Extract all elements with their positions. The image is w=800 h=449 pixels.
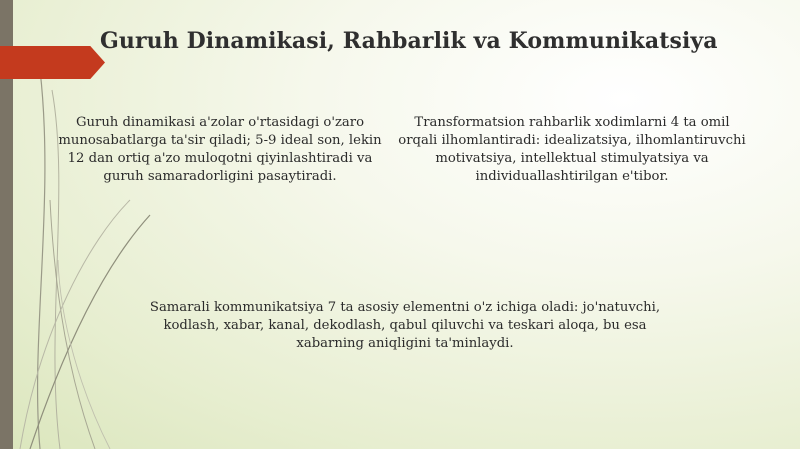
paragraph-leadership: Transformatsion rahbarlik xodimlarni 4 ta omil orqali ilhomlantiradi: idealizatsiya, ilhomlantiruvchi motivatsiya, intellektual stimulyatsiya va individuallashtirilgan e'tibor.: [398, 115, 746, 184]
paragraph-communication: Samarali kommunikatsiya 7 ta asosiy elementni o'z ichiga oladi: jo'natuvchi, kodlash, xabar, kanal, dekodlash, qabul qiluvchi va teskari aloqa, bu esa xabarning aniqligini ta'minlaydi.: [149, 300, 661, 351]
title-arrow-decoration: [0, 46, 105, 79]
paragraph-group-dynamics: Guruh dinamikasi a'zolar o'rtasidagi o'zaro munosabatlarga ta'sir qiladi; 5-9 ideal son, lekin 12 dan ortiq a'zo muloqotni qiyinlashtiradi va guruh samaradorligini pasaytiradi.: [58, 115, 382, 184]
slide-title: Guruh Dinamikasi, Rahbarlik va Kommunikatsiya: [100, 28, 718, 54]
